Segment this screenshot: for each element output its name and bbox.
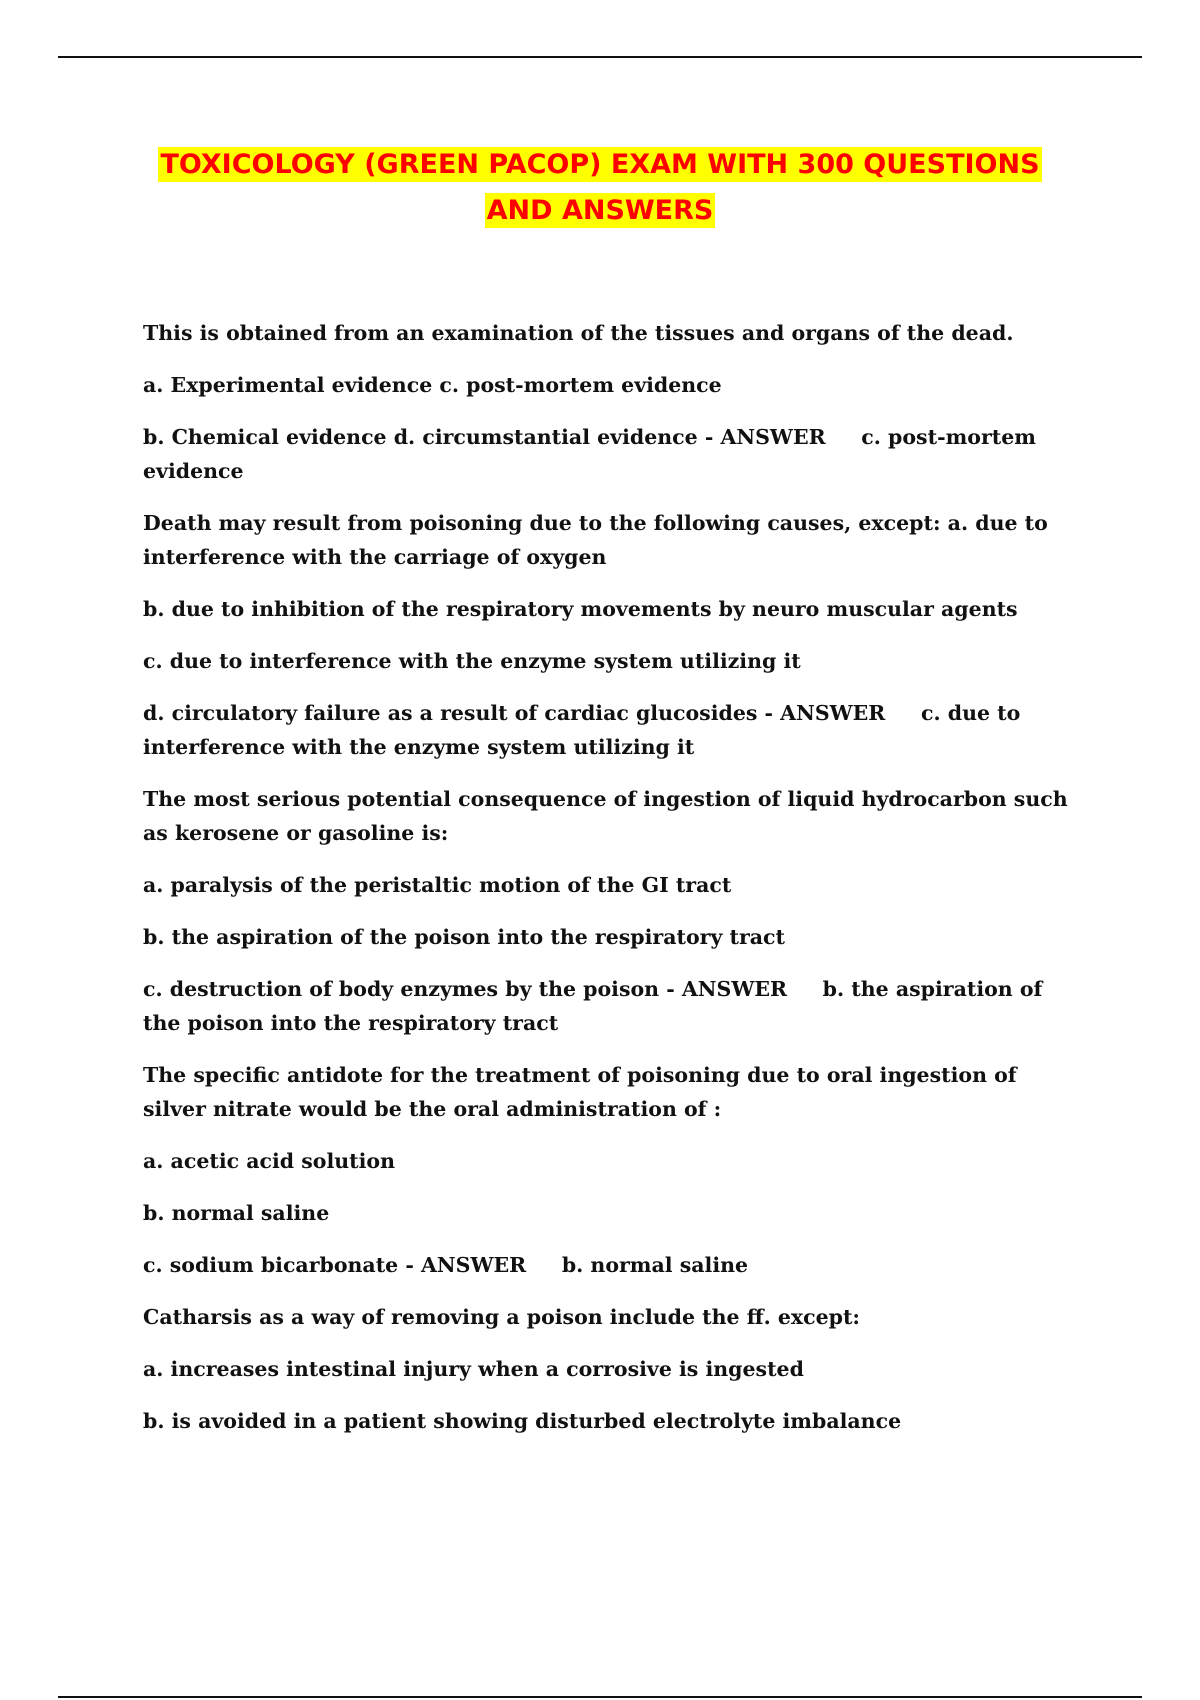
document-title <box>100 142 1100 234</box>
question-2-option-b: b. due to inhibition of the respiratory movements by neuro muscular agents <box>143 597 1018 621</box>
question-2-stem: Death may result from poisoning due to the following causes, except: a. due to interference with the carriage of oxygen <box>143 511 1055 569</box>
question-2-option-d-answer: d. circulatory failure as a result of cardiac glucosides - ANSWER c. due to interference with the enzyme system utilizing it <box>143 701 1028 759</box>
question-3-option-b: b. the aspiration of the poison into the respiratory tract <box>143 925 786 949</box>
question-1-options-bd-answer: b. Chemical evidence d. circumstantial evidence - ANSWER c. post-mortem evidence <box>143 425 1044 483</box>
question-4-stem: The specific antidote for the treatment of poisoning due to oral ingestion of silver nitrate would be the oral administration of : <box>143 1063 1024 1121</box>
question-4-option-b: b. normal saline <box>143 1201 330 1225</box>
question-3-option-c-answer: c. destruction of body enzymes by the poison - ANSWER b. the aspiration of the poison into the respiratory tract <box>143 977 1050 1035</box>
document-body <box>143 316 1083 1456</box>
question-4-option-c-answer: c. sodium bicarbonate - ANSWER b. normal saline <box>143 1253 749 1277</box>
bottom-rule <box>58 1696 1142 1698</box>
question-3-stem: The most serious potential consequence of ingestion of liquid hydrocarbon such as kerosene or gasoline is: <box>143 787 1075 845</box>
question-1-stem: This is obtained from an examination of the tissues and organs of the dead. <box>143 321 1014 345</box>
document-title-line-2: AND ANSWERS <box>486 195 714 226</box>
question-4-option-a: a. acetic acid solution <box>143 1149 396 1173</box>
top-rule <box>58 56 1142 58</box>
question-3-option-a: a. paralysis of the peristaltic motion of the GI tract <box>143 873 732 897</box>
question-5-stem: Catharsis as a way of removing a poison include the ff. except: <box>143 1305 860 1329</box>
question-5-option-a: a. increases intestinal injury when a corrosive is ingested <box>143 1357 804 1381</box>
question-5-option-b: b. is avoided in a patient showing disturbed electrolyte imbalance <box>143 1409 902 1433</box>
document-title-line-1: TOXICOLOGY (GREEN PACOP) EXAM WITH 300 QUESTIONS <box>160 149 1040 180</box>
question-2-option-c: c. due to interference with the enzyme system utilizing it <box>143 649 801 673</box>
question-1-options-ac: a. Experimental evidence c. post-mortem evidence <box>143 373 722 397</box>
